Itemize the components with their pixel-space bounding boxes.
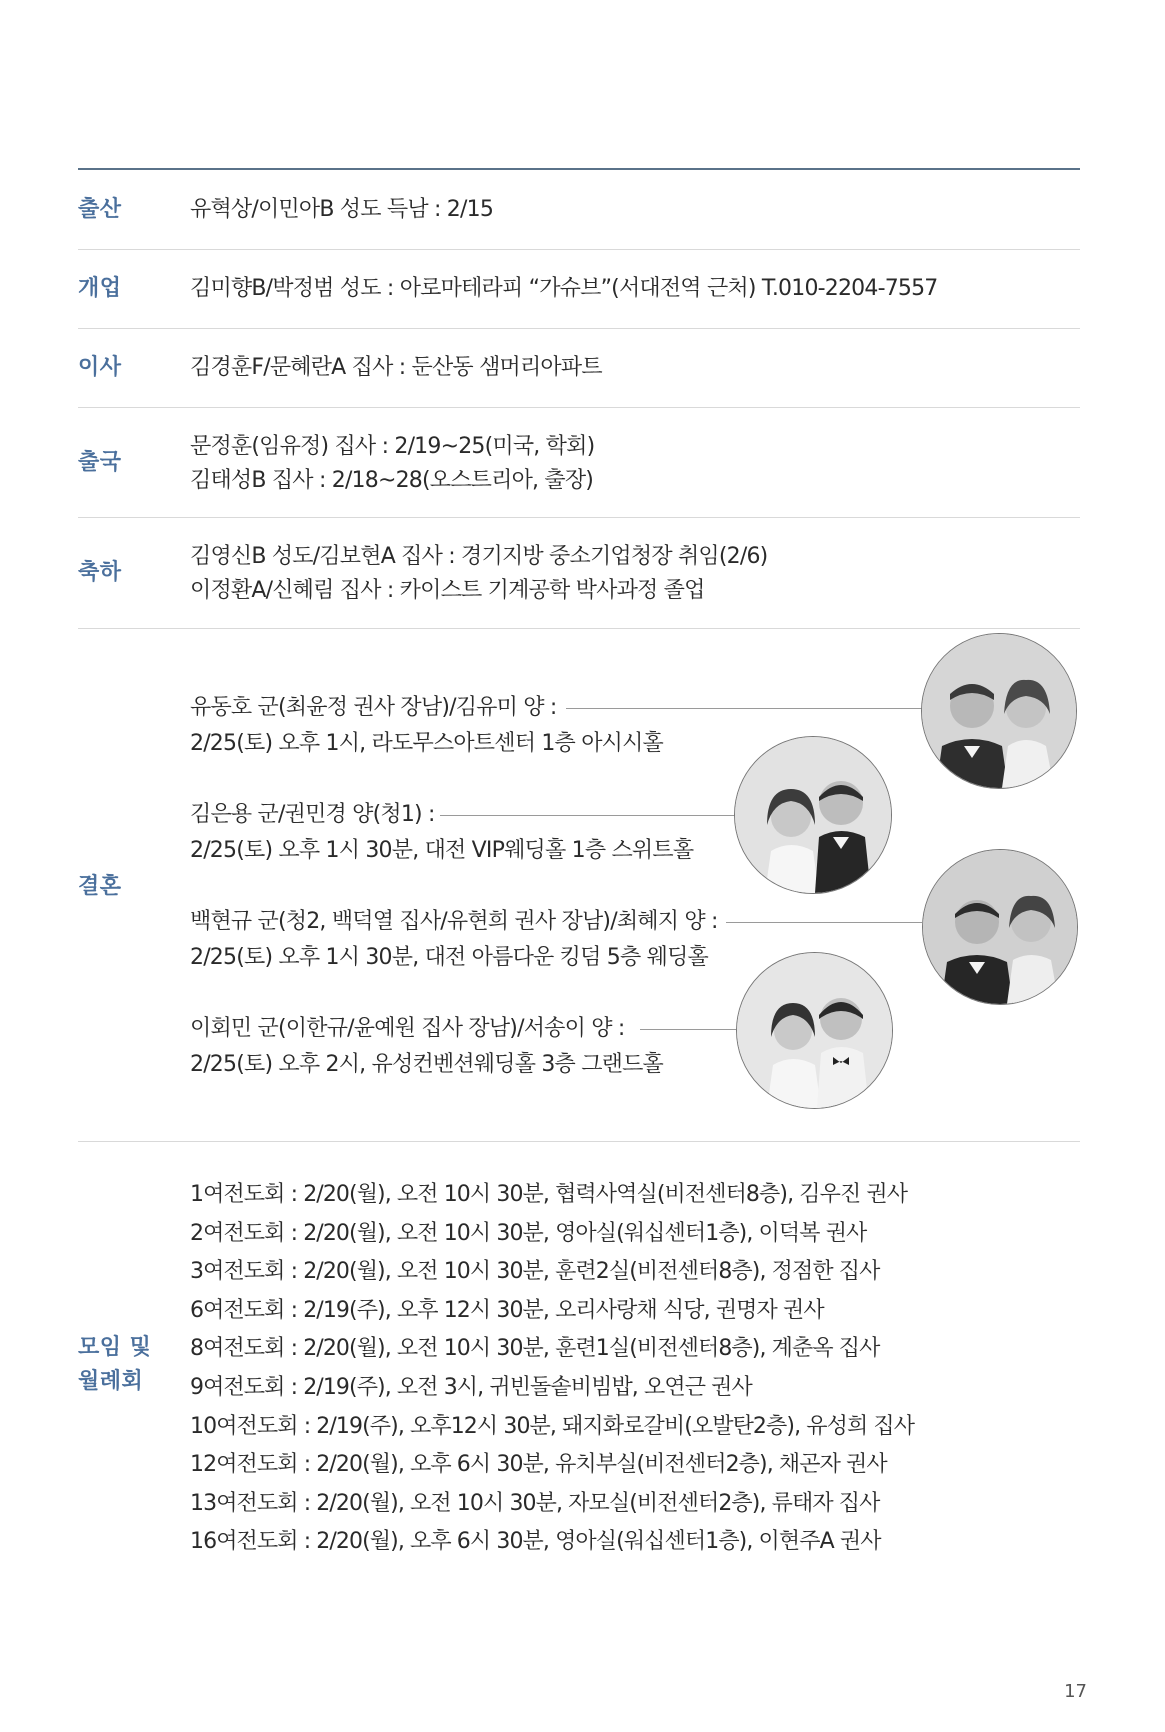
- wedding-entry: [190, 1011, 663, 1083]
- label-birth: 출산: [78, 197, 122, 222]
- birth-line: 유혁상/이민아B 성도 득남 : 2/15: [190, 197, 494, 222]
- meeting-item: 6여전도회 : 2/19(주), 오후 12시 30분, 오리사랑채 식당, 권명자 권사: [190, 1297, 824, 1323]
- meeting-item: 3여전도회 : 2/20(월), 오전 10시 30분, 훈련2실(비전센터8층), 정점한 집사: [190, 1259, 880, 1285]
- opening-content: [190, 272, 938, 306]
- couple-photo-3: [922, 849, 1078, 1005]
- couple-photo-1: [921, 633, 1077, 789]
- wedding-entry-head: 백현규 군(청2, 백덕열 집사/유현희 권사 장남)/최혜지 양 :: [190, 909, 718, 934]
- departure-line: 김태성B 집사 : 2/18~28(오스트리아, 출장): [190, 468, 594, 493]
- label-congrats: 축하: [78, 560, 122, 585]
- congrats-content: [190, 540, 767, 608]
- congrats-line: 김영신B 성도/김보현A 집사 : 경기지방 중소기업청장 취임(2/6): [190, 544, 768, 569]
- departure-line: 문정훈(임유정) 집사 : 2/19~25(미국, 학회): [190, 434, 595, 459]
- wedding-entry: [190, 690, 663, 762]
- congrats-line: 이정환A/신혜림 집사 : 카이스트 기계공학 박사과정 졸업: [190, 578, 705, 603]
- meeting-item: 9여전도회 : 2/19(주), 오전 3시, 귀빈돌솥비빔밥, 오연근 권사: [190, 1374, 752, 1400]
- label-opening: 개업: [78, 276, 122, 301]
- leader-line: [566, 708, 924, 709]
- meeting-item: 10여전도회 : 2/19(주), 오후12시 30분, 돼지화로갈비(오발탄2층), 유성희 집사: [190, 1413, 915, 1439]
- couple-photo-4: [736, 952, 893, 1109]
- label-meetings-line: 월례회: [78, 1369, 144, 1394]
- separator: [78, 407, 1080, 408]
- wedding-entry-detail: 2/25(토) 오후 1시, 라도무스아트센터 1층 아시시홀: [190, 731, 664, 756]
- leader-line: [640, 1029, 736, 1030]
- wedding-entry-detail: 2/25(토) 오후 2시, 유성컨벤션웨딩홀 3층 그랜드홀: [190, 1052, 664, 1077]
- label-meetings-line: 모임 및: [78, 1335, 152, 1360]
- label-departure: 출국: [78, 450, 122, 475]
- meeting-item: 8여전도회 : 2/20(월), 오전 10시 30분, 훈련1실(비전센터8층), 계춘옥 집사: [190, 1336, 880, 1362]
- label-wedding: 결혼: [78, 874, 122, 899]
- separator: [78, 628, 1080, 629]
- leader-line: [726, 922, 922, 923]
- meeting-item: 13여전도회 : 2/20(월), 오전 10시 30분, 자모실(비전센터2층), 류태자 집사: [190, 1490, 880, 1516]
- departure-content: [190, 430, 594, 498]
- meeting-item: 2여전도회 : 2/20(월), 오전 10시 30분, 영아실(워십센터1층), 이덕복 권사: [190, 1220, 867, 1246]
- wedding-entry-head: 유동호 군(최윤정 권사 장남)/김유미 양 :: [190, 695, 557, 720]
- wedding-entry: [190, 797, 693, 869]
- leader-line: [440, 815, 736, 816]
- wedding-entry-detail: 2/25(토) 오후 1시 30분, 대전 아름다운 킹덤 5층 웨딩홀: [190, 945, 708, 970]
- wedding-entry-head: 이회민 군(이한규/윤예원 집사 장남)/서송이 양 :: [190, 1016, 625, 1041]
- separator: [78, 517, 1080, 518]
- top-rule: [78, 168, 1080, 170]
- separator: [78, 249, 1080, 250]
- meeting-item: 16여전도회 : 2/20(월), 오후 6시 30분, 영아실(워십센터1층), 이현주A 권사: [190, 1529, 881, 1555]
- separator: [78, 1141, 1080, 1142]
- meeting-item: 12여전도회 : 2/20(월), 오후 6시 30분, 유치부실(비전센터2층), 채곤자 권사: [190, 1452, 887, 1478]
- wedding-entry-detail: 2/25(토) 오후 1시 30분, 대전 VIP웨딩홀 1층 스위트홀: [190, 838, 694, 863]
- separator: [78, 328, 1080, 329]
- page-number: 17: [1064, 1681, 1087, 1702]
- moving-line: 김경훈F/문혜란A 집사 : 둔산동 샘머리아파트: [190, 355, 602, 380]
- meetings-list: [190, 1176, 914, 1562]
- label-meetings: [78, 1331, 151, 1399]
- wedding-entry: [190, 904, 718, 976]
- moving-content: [190, 351, 602, 385]
- label-moving: 이사: [78, 355, 122, 380]
- meeting-item: 1여전도회 : 2/20(월), 오전 10시 30분, 협력사역실(비전센터8층), 김우진 권사: [190, 1182, 908, 1207]
- couple-photo-2: [734, 736, 892, 894]
- wedding-entry-head: 김은용 군/권민경 양(청1) :: [190, 802, 435, 827]
- birth-content: [190, 193, 493, 227]
- opening-line: 김미향B/박정범 성도 : 아로마테라피 “가슈브”(서대전역 근처) T.010-2204-7557: [190, 276, 938, 301]
